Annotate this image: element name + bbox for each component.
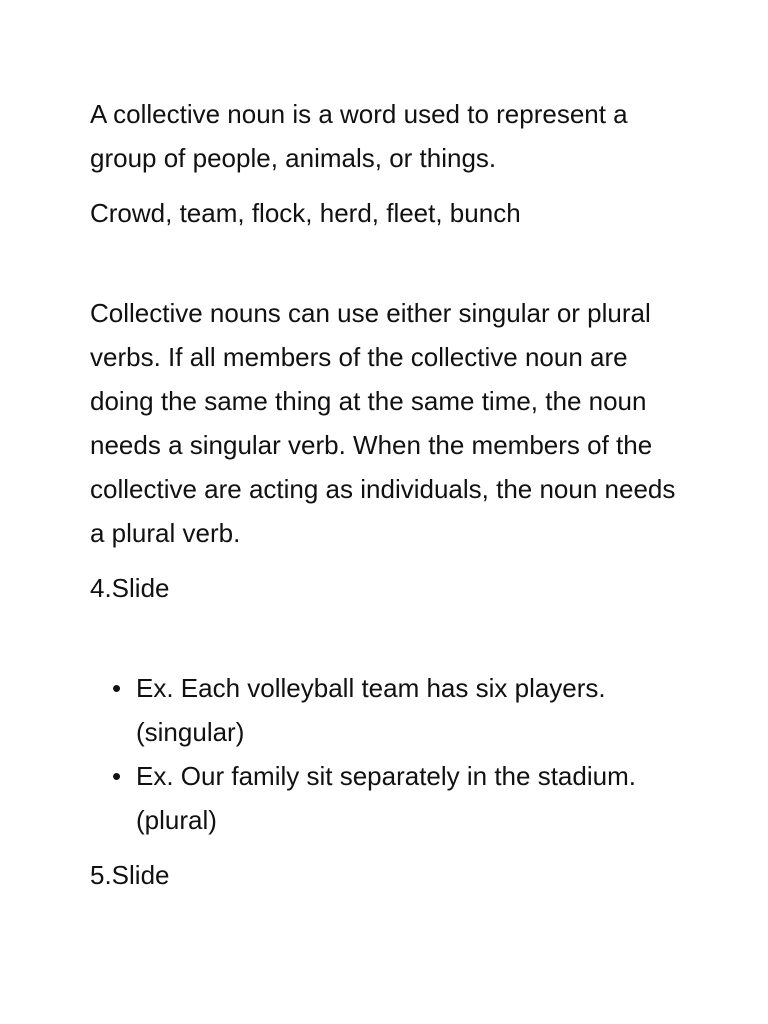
examples-paragraph: Crowd, team, flock, herd, fleet, bunch xyxy=(90,198,521,228)
list-item-text: Ex. Our family sit separately in the stadium. (plural) xyxy=(136,761,636,835)
list-item xyxy=(90,754,690,842)
bullet-icon: • xyxy=(112,761,122,791)
blank-line xyxy=(90,246,690,291)
slide-label-5: 5.Slide xyxy=(90,860,170,890)
list-item-text: Ex. Each volleyball team has six players. (singular) xyxy=(136,673,606,747)
explanation-paragraph: Collective nouns can use either singular or plural verbs. If all members of the collective noun are doing the same thing at the same time, the noun needs a singular verb. When the members of the collective are acting as individuals, the noun needs a plural verb. xyxy=(90,298,676,548)
list-item xyxy=(90,666,690,754)
document-page xyxy=(90,92,690,908)
bullet-icon: • xyxy=(112,673,122,703)
blank-line xyxy=(90,621,690,666)
definition-paragraph: A collective noun is a word used to represent a group of people, animals, or things. xyxy=(90,99,628,173)
slide-label-4: 4.Slide xyxy=(90,573,170,603)
example-list xyxy=(90,666,690,842)
